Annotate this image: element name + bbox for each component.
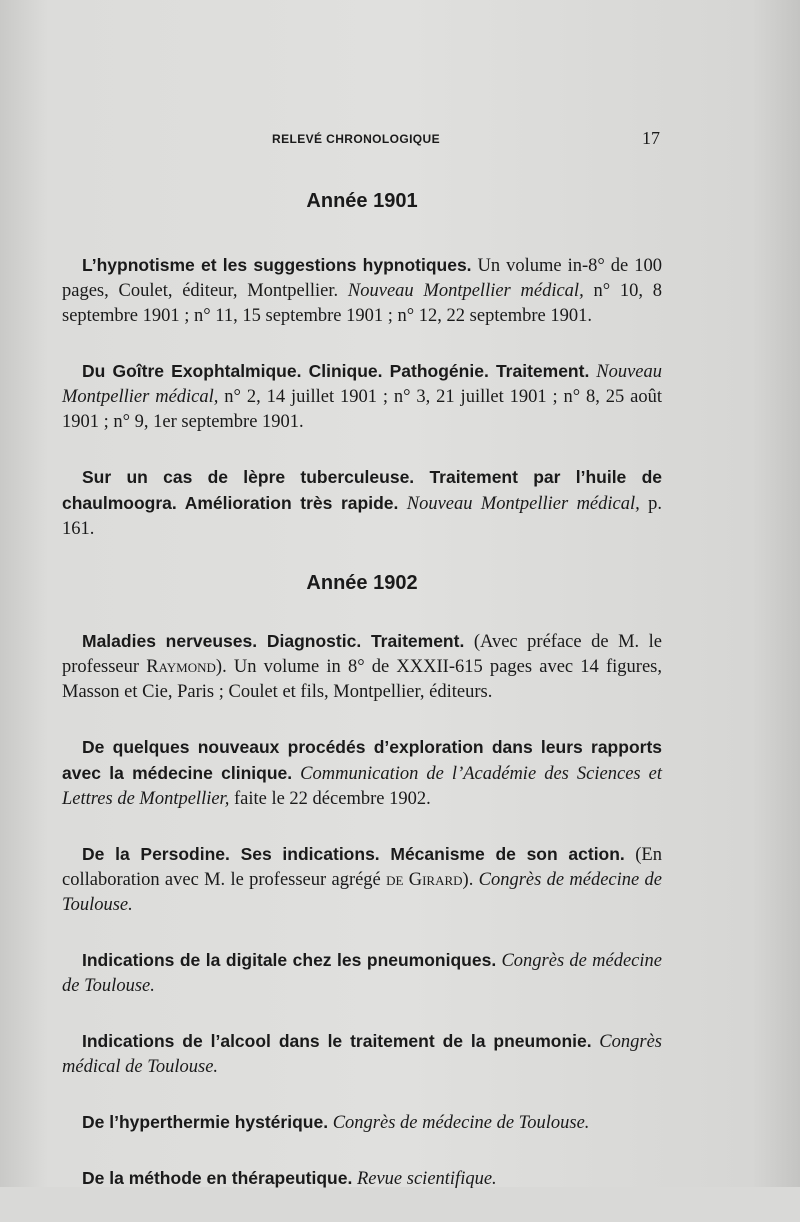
bibliography-entry xyxy=(62,948,662,999)
running-head: RELEVÉ CHRONOLOGIQUE xyxy=(272,132,441,146)
entry-text: ). xyxy=(462,870,479,890)
entry-source: Congrès de médecine de Toulouse. xyxy=(62,951,662,996)
entry-text: n° 10, 8 septembre 1901 ; n° 11, 15 septembre 1901 ; n° 12, 22 septembre 1901. xyxy=(62,281,662,326)
entry-title: De la méthode en thérapeutique. xyxy=(82,1168,353,1188)
entry-source: Congrès médical de Toulouse. xyxy=(62,1032,662,1077)
page-body xyxy=(62,190,662,1222)
bibliography-entry xyxy=(62,1029,662,1080)
bibliography-entry xyxy=(62,1110,662,1136)
author-name: Raymond xyxy=(146,657,216,677)
bibliography-entry xyxy=(62,359,662,435)
entry-source: Nouveau Montpellier médical, xyxy=(406,494,640,514)
page-header xyxy=(60,128,660,152)
bibliography-entry xyxy=(62,629,662,705)
entry-source: Nouveau Montpellier médical, xyxy=(62,362,663,407)
entry-text: (Avec préface de M. le professeur xyxy=(62,632,663,677)
entry-source: Congrès de médecine de Toulouse. xyxy=(62,870,662,915)
entry-title: De l’hyperthermie hystérique. xyxy=(82,1112,329,1132)
entry-text xyxy=(292,764,300,784)
bibliography-entry xyxy=(62,253,662,329)
entry-title: Indications de l’alcool dans le traitement de la pneumonie. xyxy=(82,1031,592,1051)
entry-text: p. 161. xyxy=(62,494,663,539)
entry-text xyxy=(398,494,406,514)
entry-text: (En collaboration avec M. le professeur agrégé xyxy=(62,845,662,890)
entry-title: De quelques nouveaux procédés d’exploration dans leurs rapports avec la médecine clinique. xyxy=(62,737,662,783)
entry-source: Communication de l’Académie des Sciences et Lettres de Montpellier, xyxy=(62,764,663,809)
entry-source: Congrès de médecine de Toulouse. xyxy=(332,1113,590,1133)
bibliography-entry xyxy=(62,842,662,918)
entry-source: Nouveau Montpellier médical, xyxy=(347,281,584,301)
entry-title: Sur un cas de lèpre tuberculeuse. Traitement par l’huile de chaulmoogra. Amélioration très rapide. xyxy=(62,467,662,513)
entry-text: ). Un volume in 8° de XXXII-615 pages avec 14 figures, Masson et Cie, Paris ; Coulet et fils, Montpellier, éditeurs. xyxy=(62,657,662,702)
bibliography-entry xyxy=(62,1166,662,1192)
section-year: Année 1902 xyxy=(306,572,418,594)
entry-title: Indications de la digitale chez les pneumoniques. xyxy=(82,950,497,970)
bibliography-entry xyxy=(62,465,662,542)
entry-text: faite le 22 décembre 1902. xyxy=(229,789,431,809)
section-year: Année 1901 xyxy=(306,190,418,212)
bibliography-entry xyxy=(62,735,662,812)
entry-title: De la Persodine. Ses indications. Mécanisme de son action. xyxy=(82,844,625,864)
entry-text: Un volume in-8° de 100 pages, Coulet, éditeur, Montpellier. xyxy=(62,256,662,301)
entry-title: Maladies nerveuses. Diagnostic. Traitement. xyxy=(82,631,465,651)
entry-title: L’hypnotisme et les suggestions hypnotiques. xyxy=(82,255,472,275)
entry-source: Revue scientifique. xyxy=(356,1169,497,1189)
author-name: de Girard xyxy=(386,870,463,890)
entry-title: Du Goître Exophtalmique. Clinique. Pathogénie. Traitement. xyxy=(82,361,590,381)
page-number: 17 xyxy=(642,128,660,148)
entry-text: n° 2, 14 juillet 1901 ; n° 3, 21 juillet 1901 ; n° 8, 25 août 1901 ; n° 9, 1er septembre 1901. xyxy=(62,387,663,432)
